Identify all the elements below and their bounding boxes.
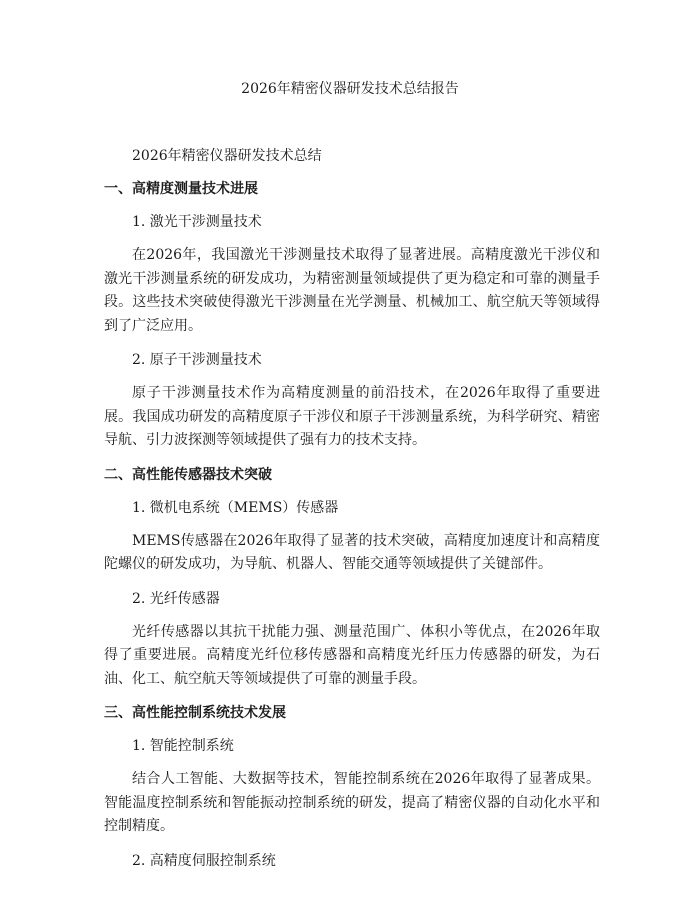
- item-heading: 2. 原子干涉测量技术: [132, 352, 262, 368]
- item-heading: 2. 光纤传感器: [132, 590, 220, 607]
- item-heading: 1. 激光干涉测量技术: [132, 214, 262, 230]
- item-heading: 1. 智能控制系统: [132, 738, 234, 754]
- document-subtitle: 2026年精密仪器研发技术总结: [132, 148, 322, 164]
- section-control-systems: [104, 702, 600, 872]
- item-heading: 1. 微机电系统（MEMS）传感器: [132, 499, 339, 516]
- section-measurement: [104, 178, 600, 453]
- item-paragraph: 原子干涉测量技术作为高精度测量的前沿技术，在2026年取得了重要进展。我国成功研发的高精度原子干涉仪和原子干涉测量系统，为科学研究、精密导航、引力波探测等领域提供了强有力的技术支持。: [104, 385, 600, 448]
- item-paragraph: 光纤传感器以其抗干扰能力强、测量范围广、体积小等优点，在2026年取得了重要进展。高精度光纤位移传感器和高精度光纤压力传感器的研发，为石油、化工、航空航天等领域提供了可靠的测量手段。: [104, 623, 600, 687]
- document-title: 2026年精密仪器研发技术总结报告: [241, 81, 459, 97]
- section-heading: 三、高性能控制系统技术发展: [104, 705, 286, 721]
- item-paragraph: MEMS传感器在2026年取得了显著的技术突破，高精度加速度计和高精度陀螺仪的研发成功，为导航、机器人、智能交通等领域提供了关键部件。: [104, 532, 600, 572]
- section-heading: 二、高性能传感器技术突破: [104, 466, 272, 483]
- section-heading: 一、高精度测量技术进展: [104, 181, 258, 197]
- document-body: [104, 145, 600, 883]
- section-sensors: [104, 464, 600, 692]
- item-paragraph: 在2026年，我国激光干涉测量技术取得了显著进展。高精度激光干涉仪和激光干涉测量系统的研发成功，为精密测量领域提供了更为稳定和可靠的测量手段。这些技术突破使得激光干涉测量在光学测量、机械加工、航空航天等领域得到了广泛应用。: [104, 247, 600, 334]
- item-heading: 2. 高精度伺服控制系统: [132, 852, 276, 869]
- item-paragraph: 结合人工智能、大数据等技术，智能控制系统在2026年取得了显著成果。智能温度控制系统和智能振动控制系统的研发，提高了精密仪器的自动化水平和控制精度。: [104, 771, 600, 834]
